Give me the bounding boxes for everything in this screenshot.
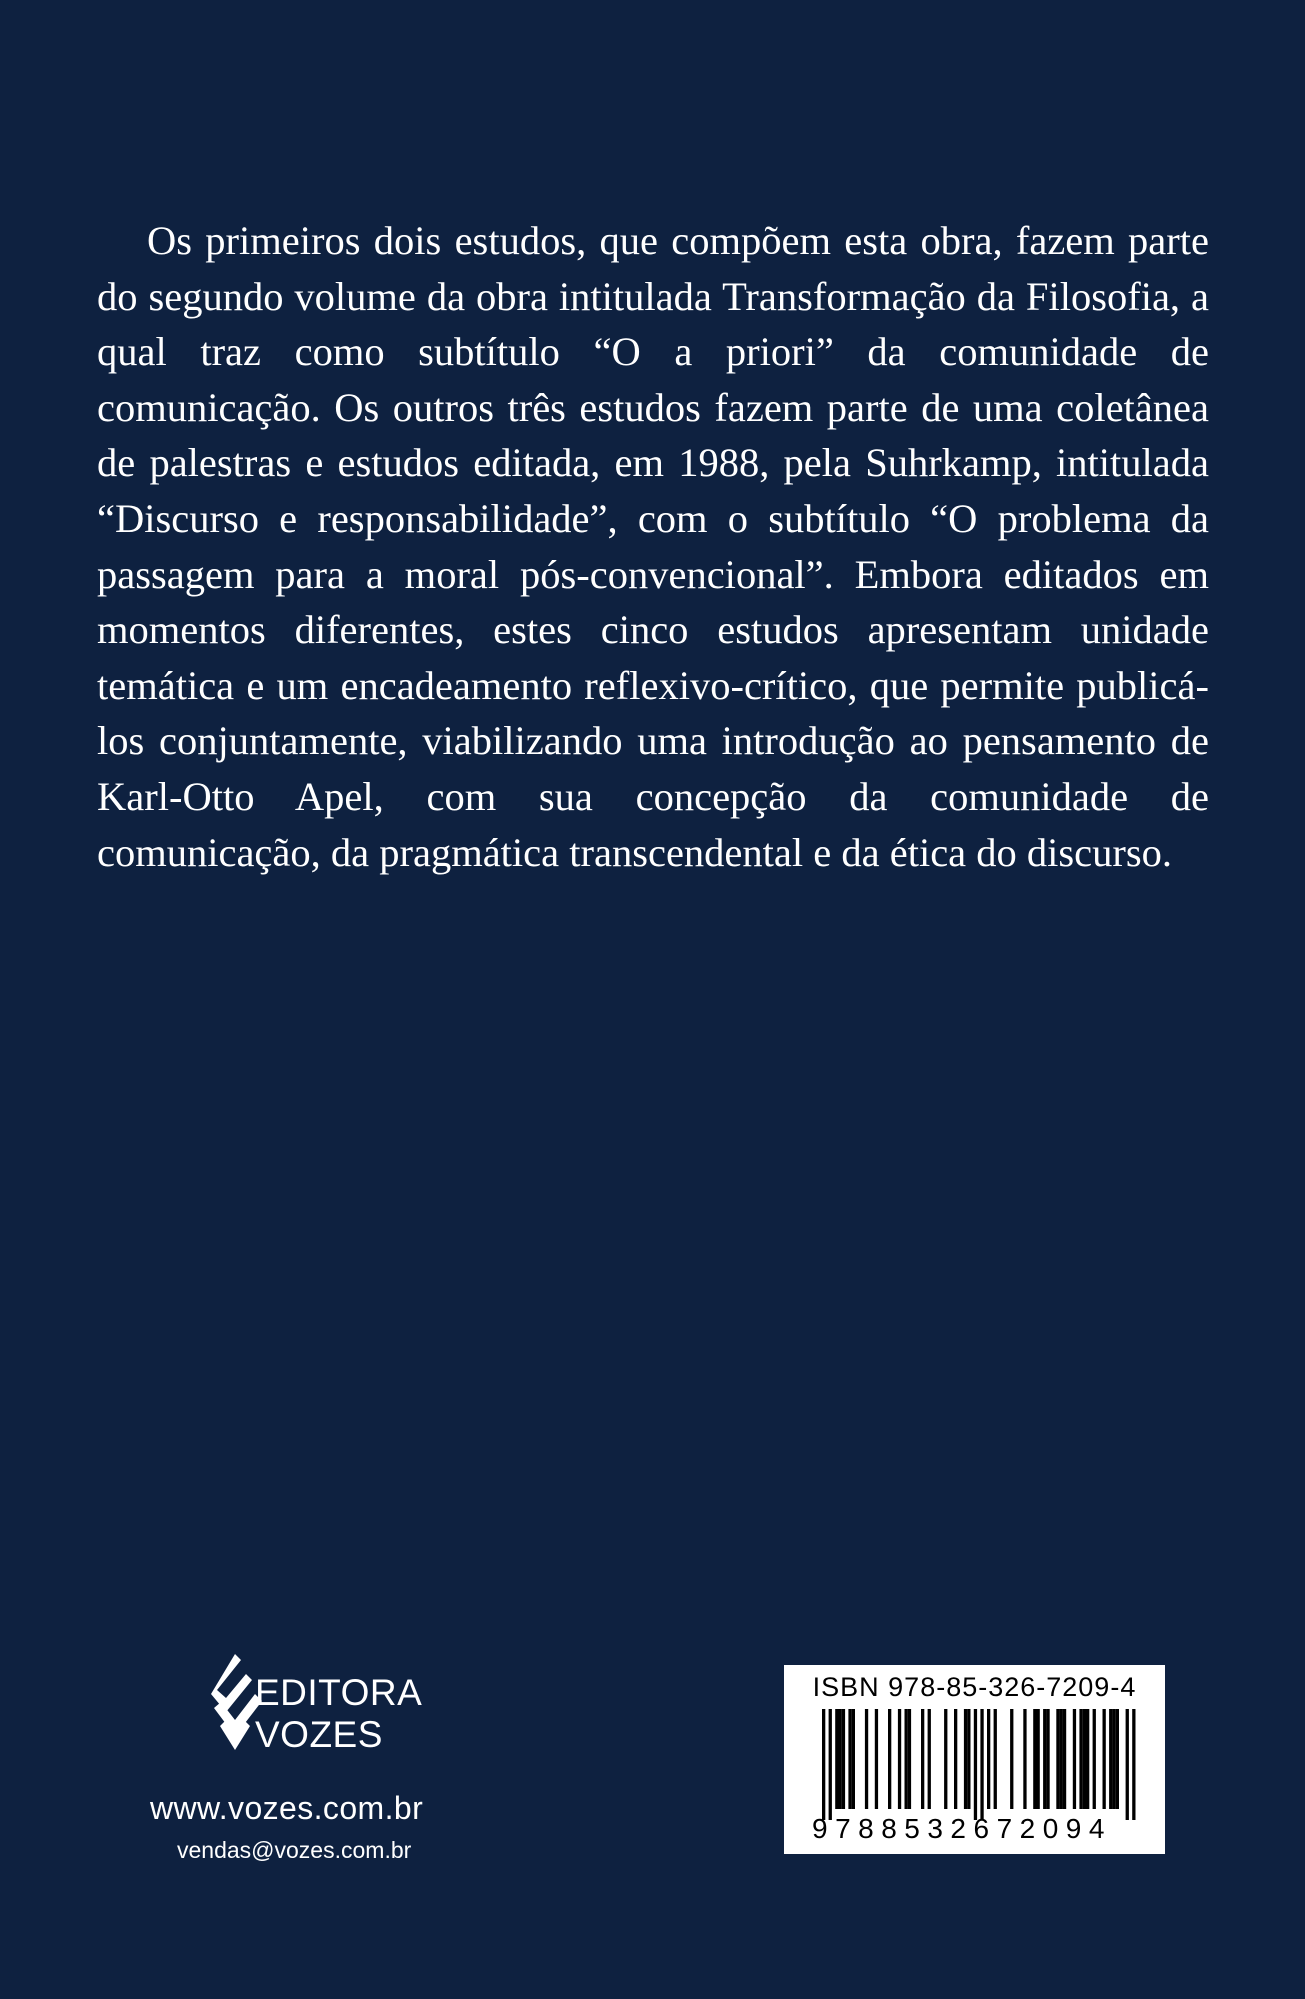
barcode-bar	[928, 1709, 931, 1809]
barcode-bar	[1116, 1709, 1119, 1809]
barcode-bar	[1126, 1709, 1129, 1820]
barcode-bar	[1060, 1709, 1063, 1809]
barcode-bar	[1033, 1709, 1036, 1809]
barcode-bar	[865, 1709, 868, 1809]
synopsis-text: Os primeiros dois estudos, que compõem esta obra, fazem parte do segundo volume da obra intitulada Transformação da Filosofia, a qual traz como subtítulo “O a priori” da comunidade de comunicação. Os outros três estudos fazem parte de uma coletânea de palestras e estudos editada, em 1988, pela Suhrkamp, intitulada “Discurso e responsabilidade”, com o subtítulo “O problema da passagem para a moral pós-convencional”. Embora editados em momentos diferentes, estes cinco estudos apresentam unidade temática e um encadeamento reflexivo-crítico, que permite publicá-los conjuntamente, viabilizando uma introdução ao pensamento de Karl-Otto Apel, com sua concepção da comunidade de comunicação, da pragmática transcendental e da ética do discurso.	[97, 218, 1209, 875]
publisher-name-line1: EDITORA	[255, 1672, 423, 1713]
barcode-bar	[908, 1709, 911, 1809]
barcode-bar	[1046, 1709, 1049, 1809]
barcode-bar	[898, 1709, 901, 1809]
barcode-bar	[1010, 1709, 1013, 1809]
barcode-bar	[829, 1709, 832, 1820]
barcode-bar	[967, 1709, 970, 1809]
barcode-bar	[1056, 1709, 1059, 1809]
barcode-bar	[987, 1709, 990, 1809]
barcode-bar	[835, 1709, 838, 1809]
barcode-bar	[1132, 1709, 1135, 1820]
email-link[interactable]: vendas@vozes.com.br	[177, 1837, 412, 1863]
barcode-bar	[1079, 1709, 1082, 1809]
barcode-bar	[839, 1709, 842, 1809]
barcode-bar	[888, 1709, 891, 1809]
barcode-bar	[1063, 1709, 1066, 1809]
barcode-bar	[994, 1709, 997, 1809]
barcode-bar	[954, 1709, 957, 1809]
barcode-bar	[1093, 1709, 1096, 1809]
barcode-bar	[1073, 1709, 1076, 1809]
barcode-bar	[1086, 1709, 1089, 1809]
barcode-bar	[921, 1709, 924, 1809]
barcode-bar	[1083, 1709, 1086, 1809]
barcode-bar	[974, 1709, 977, 1820]
barcode-bar	[875, 1709, 878, 1809]
barcode-bar	[822, 1709, 825, 1820]
barcode-bar	[964, 1709, 967, 1809]
barcode-bar	[944, 1709, 947, 1809]
barcode-bar	[1112, 1709, 1115, 1809]
isbn-label: ISBN 978-85-326-7209-4	[812, 1672, 1137, 1702]
website-link[interactable]: www.vozes.com.br	[150, 1790, 424, 1826]
barcode-bar	[852, 1709, 855, 1809]
barcode-bar	[1023, 1709, 1026, 1809]
barcode-bar	[1109, 1709, 1112, 1809]
barcode-bar	[1037, 1709, 1040, 1809]
publisher-name-line2: VOZES	[255, 1714, 383, 1755]
barcode-bar	[905, 1709, 908, 1809]
barcode-digits: 9788532672094	[812, 1813, 1112, 1844]
barcode-bar	[842, 1709, 845, 1809]
barcode-bar	[848, 1709, 851, 1809]
barcode-bar	[1103, 1709, 1106, 1809]
isbn-barcode	[784, 1665, 1165, 1854]
barcode-bar	[980, 1709, 983, 1820]
barcode-bar	[1043, 1709, 1046, 1809]
